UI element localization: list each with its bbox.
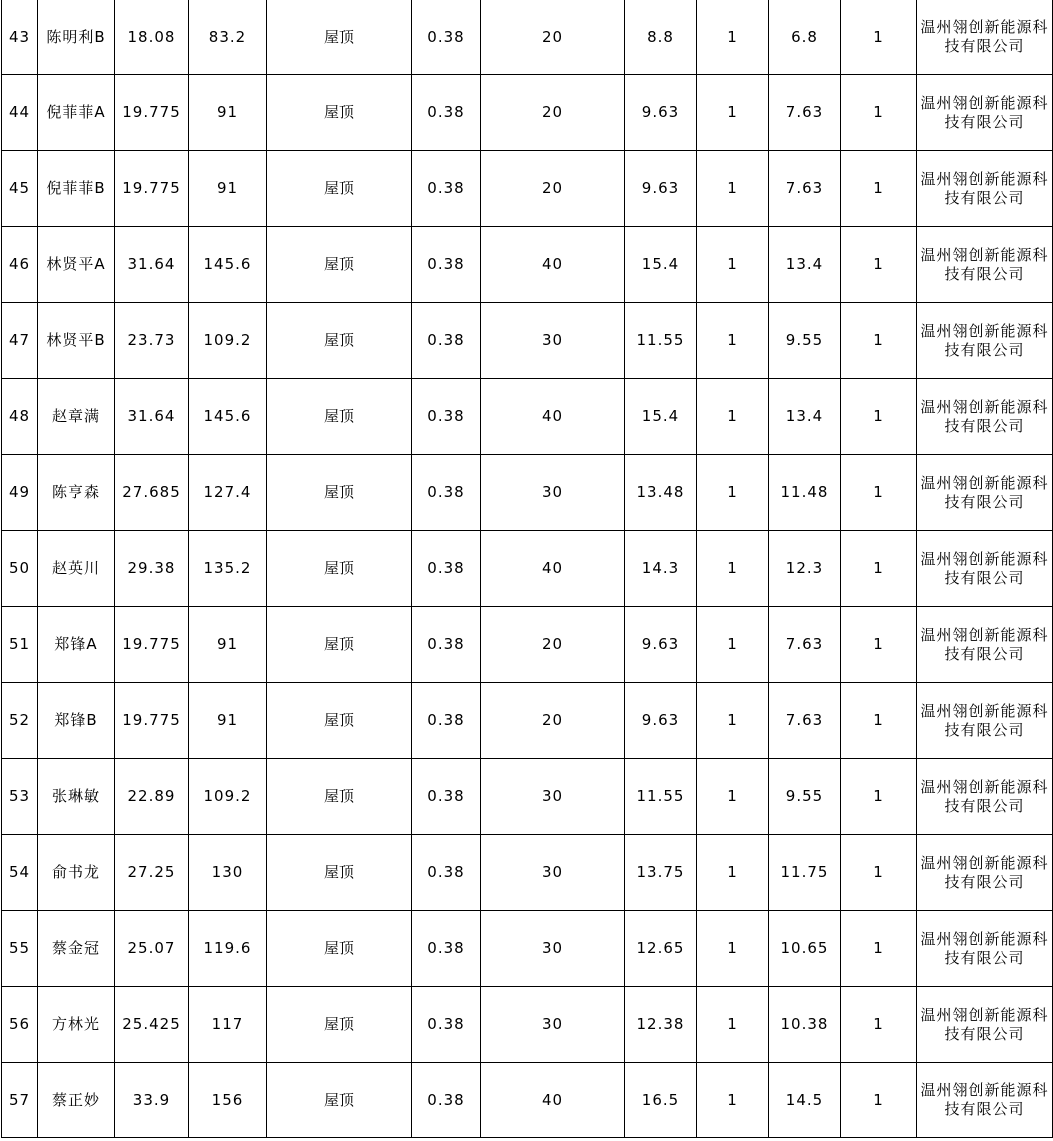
value-cell-2: 109.2	[189, 759, 267, 835]
value-cell-7: 1	[697, 0, 769, 75]
value-cell-2: 145.6	[189, 227, 267, 303]
value-cell-1: 25.425	[115, 987, 189, 1063]
value-cell-8: 11.75	[769, 835, 841, 911]
row-number-cell: 50	[2, 531, 38, 607]
value-cell-8: 6.8	[769, 0, 841, 75]
voltage-cell: 0.38	[412, 303, 481, 379]
value-cell-9: 1	[841, 835, 917, 911]
value-cell-5: 30	[481, 455, 625, 531]
value-cell-6: 9.63	[625, 683, 697, 759]
name-cell: 蔡正妙	[38, 1063, 115, 1138]
value-cell-5: 40	[481, 227, 625, 303]
value-cell-2: 135.2	[189, 531, 267, 607]
value-cell-8: 9.55	[769, 759, 841, 835]
voltage-cell: 0.38	[412, 607, 481, 683]
company-cell: 温州翎创新能源科技有限公司	[917, 759, 1053, 835]
type-cell: 屋顶	[267, 911, 412, 987]
name-cell: 倪菲菲B	[38, 151, 115, 227]
name-cell: 倪菲菲A	[38, 75, 115, 151]
value-cell-9: 1	[841, 227, 917, 303]
value-cell-5: 30	[481, 987, 625, 1063]
row-number-cell: 43	[2, 0, 38, 75]
table-row	[2, 379, 1053, 455]
row-number-cell: 44	[2, 75, 38, 151]
value-cell-5: 30	[481, 303, 625, 379]
value-cell-1: 19.775	[115, 75, 189, 151]
table-row	[2, 151, 1053, 227]
name-cell: 赵章满	[38, 379, 115, 455]
value-cell-8: 13.4	[769, 227, 841, 303]
type-cell: 屋顶	[267, 683, 412, 759]
type-cell: 屋顶	[267, 379, 412, 455]
row-number-cell: 53	[2, 759, 38, 835]
value-cell-7: 1	[697, 303, 769, 379]
value-cell-9: 1	[841, 683, 917, 759]
value-cell-6: 9.63	[625, 607, 697, 683]
value-cell-2: 119.6	[189, 911, 267, 987]
voltage-cell: 0.38	[412, 987, 481, 1063]
value-cell-1: 19.775	[115, 683, 189, 759]
type-cell: 屋顶	[267, 835, 412, 911]
row-number-cell: 46	[2, 227, 38, 303]
name-cell: 郑锋B	[38, 683, 115, 759]
value-cell-8: 7.63	[769, 607, 841, 683]
value-cell-6: 11.55	[625, 303, 697, 379]
table-row	[2, 759, 1053, 835]
value-cell-1: 19.775	[115, 151, 189, 227]
value-cell-9: 1	[841, 0, 917, 75]
value-cell-2: 117	[189, 987, 267, 1063]
company-cell: 温州翎创新能源科技有限公司	[917, 987, 1053, 1063]
value-cell-6: 11.55	[625, 759, 697, 835]
type-cell: 屋顶	[267, 759, 412, 835]
table-row	[2, 683, 1053, 759]
value-cell-9: 1	[841, 1063, 917, 1138]
value-cell-1: 18.08	[115, 0, 189, 75]
value-cell-2: 91	[189, 683, 267, 759]
row-number-cell: 55	[2, 911, 38, 987]
value-cell-7: 1	[697, 75, 769, 151]
value-cell-5: 40	[481, 531, 625, 607]
value-cell-5: 20	[481, 75, 625, 151]
voltage-cell: 0.38	[412, 151, 481, 227]
value-cell-7: 1	[697, 531, 769, 607]
table-row	[2, 987, 1053, 1063]
data-table	[1, 0, 1053, 1138]
table-body	[2, 0, 1053, 1138]
value-cell-9: 1	[841, 911, 917, 987]
value-cell-2: 91	[189, 151, 267, 227]
company-cell: 温州翎创新能源科技有限公司	[917, 911, 1053, 987]
value-cell-7: 1	[697, 151, 769, 227]
name-cell: 赵英川	[38, 531, 115, 607]
value-cell-8: 14.5	[769, 1063, 841, 1138]
value-cell-8: 10.65	[769, 911, 841, 987]
table-row	[2, 531, 1053, 607]
value-cell-6: 8.8	[625, 0, 697, 75]
value-cell-2: 156	[189, 1063, 267, 1138]
value-cell-6: 12.65	[625, 911, 697, 987]
voltage-cell: 0.38	[412, 227, 481, 303]
value-cell-8: 12.3	[769, 531, 841, 607]
voltage-cell: 0.38	[412, 455, 481, 531]
value-cell-8: 7.63	[769, 75, 841, 151]
value-cell-9: 1	[841, 987, 917, 1063]
company-cell: 温州翎创新能源科技有限公司	[917, 835, 1053, 911]
value-cell-5: 20	[481, 607, 625, 683]
value-cell-7: 1	[697, 835, 769, 911]
table-row	[2, 227, 1053, 303]
table-row	[2, 303, 1053, 379]
type-cell: 屋顶	[267, 75, 412, 151]
row-number-cell: 52	[2, 683, 38, 759]
row-number-cell: 56	[2, 987, 38, 1063]
value-cell-9: 1	[841, 303, 917, 379]
value-cell-8: 11.48	[769, 455, 841, 531]
table-row	[2, 835, 1053, 911]
value-cell-7: 1	[697, 607, 769, 683]
name-cell: 林贤平A	[38, 227, 115, 303]
value-cell-9: 1	[841, 759, 917, 835]
value-cell-5: 30	[481, 759, 625, 835]
value-cell-2: 91	[189, 607, 267, 683]
company-cell: 温州翎创新能源科技有限公司	[917, 683, 1053, 759]
value-cell-7: 1	[697, 911, 769, 987]
row-number-cell: 57	[2, 1063, 38, 1138]
value-cell-6: 15.4	[625, 227, 697, 303]
table-row	[2, 607, 1053, 683]
company-cell: 温州翎创新能源科技有限公司	[917, 75, 1053, 151]
value-cell-9: 1	[841, 531, 917, 607]
table-row	[2, 455, 1053, 531]
name-cell: 陈明利B	[38, 0, 115, 75]
name-cell: 张琳敏	[38, 759, 115, 835]
name-cell: 林贤平B	[38, 303, 115, 379]
row-number-cell: 47	[2, 303, 38, 379]
value-cell-5: 40	[481, 1063, 625, 1138]
value-cell-1: 27.25	[115, 835, 189, 911]
row-number-cell: 49	[2, 455, 38, 531]
value-cell-7: 1	[697, 987, 769, 1063]
value-cell-6: 9.63	[625, 151, 697, 227]
company-cell: 温州翎创新能源科技有限公司	[917, 227, 1053, 303]
value-cell-6: 13.48	[625, 455, 697, 531]
type-cell: 屋顶	[267, 455, 412, 531]
table-row	[2, 911, 1053, 987]
company-cell: 温州翎创新能源科技有限公司	[917, 607, 1053, 683]
value-cell-9: 1	[841, 75, 917, 151]
voltage-cell: 0.38	[412, 379, 481, 455]
value-cell-1: 19.775	[115, 607, 189, 683]
name-cell: 郑锋A	[38, 607, 115, 683]
table-row	[2, 1063, 1053, 1138]
type-cell: 屋顶	[267, 607, 412, 683]
voltage-cell: 0.38	[412, 1063, 481, 1138]
row-number-cell: 48	[2, 379, 38, 455]
name-cell: 俞书龙	[38, 835, 115, 911]
company-cell: 温州翎创新能源科技有限公司	[917, 303, 1053, 379]
type-cell: 屋顶	[267, 531, 412, 607]
value-cell-2: 145.6	[189, 379, 267, 455]
value-cell-2: 127.4	[189, 455, 267, 531]
voltage-cell: 0.38	[412, 835, 481, 911]
company-cell: 温州翎创新能源科技有限公司	[917, 531, 1053, 607]
value-cell-7: 1	[697, 1063, 769, 1138]
value-cell-1: 27.685	[115, 455, 189, 531]
value-cell-6: 12.38	[625, 987, 697, 1063]
name-cell: 陈亨森	[38, 455, 115, 531]
company-cell: 温州翎创新能源科技有限公司	[917, 0, 1053, 75]
value-cell-7: 1	[697, 455, 769, 531]
value-cell-8: 7.63	[769, 683, 841, 759]
company-cell: 温州翎创新能源科技有限公司	[917, 1063, 1053, 1138]
value-cell-9: 1	[841, 607, 917, 683]
value-cell-9: 1	[841, 151, 917, 227]
company-cell: 温州翎创新能源科技有限公司	[917, 379, 1053, 455]
type-cell: 屋顶	[267, 303, 412, 379]
value-cell-1: 25.07	[115, 911, 189, 987]
value-cell-5: 30	[481, 835, 625, 911]
value-cell-1: 31.64	[115, 379, 189, 455]
value-cell-2: 83.2	[189, 0, 267, 75]
value-cell-8: 13.4	[769, 379, 841, 455]
value-cell-6: 16.5	[625, 1063, 697, 1138]
value-cell-5: 40	[481, 379, 625, 455]
table-row	[2, 75, 1053, 151]
company-cell: 温州翎创新能源科技有限公司	[917, 455, 1053, 531]
company-cell: 温州翎创新能源科技有限公司	[917, 151, 1053, 227]
value-cell-1: 31.64	[115, 227, 189, 303]
type-cell: 屋顶	[267, 151, 412, 227]
value-cell-7: 1	[697, 227, 769, 303]
type-cell: 屋顶	[267, 987, 412, 1063]
voltage-cell: 0.38	[412, 531, 481, 607]
value-cell-6: 15.4	[625, 379, 697, 455]
value-cell-2: 91	[189, 75, 267, 151]
name-cell: 方林光	[38, 987, 115, 1063]
voltage-cell: 0.38	[412, 759, 481, 835]
type-cell: 屋顶	[267, 1063, 412, 1138]
value-cell-6: 9.63	[625, 75, 697, 151]
value-cell-7: 1	[697, 379, 769, 455]
voltage-cell: 0.38	[412, 75, 481, 151]
row-number-cell: 45	[2, 151, 38, 227]
type-cell: 屋顶	[267, 227, 412, 303]
value-cell-8: 10.38	[769, 987, 841, 1063]
value-cell-1: 29.38	[115, 531, 189, 607]
value-cell-5: 20	[481, 0, 625, 75]
value-cell-9: 1	[841, 455, 917, 531]
value-cell-2: 130	[189, 835, 267, 911]
value-cell-2: 109.2	[189, 303, 267, 379]
value-cell-8: 7.63	[769, 151, 841, 227]
table-row	[2, 0, 1053, 75]
value-cell-1: 22.89	[115, 759, 189, 835]
value-cell-8: 9.55	[769, 303, 841, 379]
value-cell-5: 20	[481, 151, 625, 227]
value-cell-6: 14.3	[625, 531, 697, 607]
voltage-cell: 0.38	[412, 911, 481, 987]
name-cell: 蔡金冠	[38, 911, 115, 987]
value-cell-5: 30	[481, 911, 625, 987]
voltage-cell: 0.38	[412, 0, 481, 75]
row-number-cell: 51	[2, 607, 38, 683]
value-cell-5: 20	[481, 683, 625, 759]
value-cell-7: 1	[697, 683, 769, 759]
value-cell-1: 33.9	[115, 1063, 189, 1138]
type-cell: 屋顶	[267, 0, 412, 75]
value-cell-1: 23.73	[115, 303, 189, 379]
voltage-cell: 0.38	[412, 683, 481, 759]
value-cell-7: 1	[697, 759, 769, 835]
value-cell-9: 1	[841, 379, 917, 455]
value-cell-6: 13.75	[625, 835, 697, 911]
row-number-cell: 54	[2, 835, 38, 911]
